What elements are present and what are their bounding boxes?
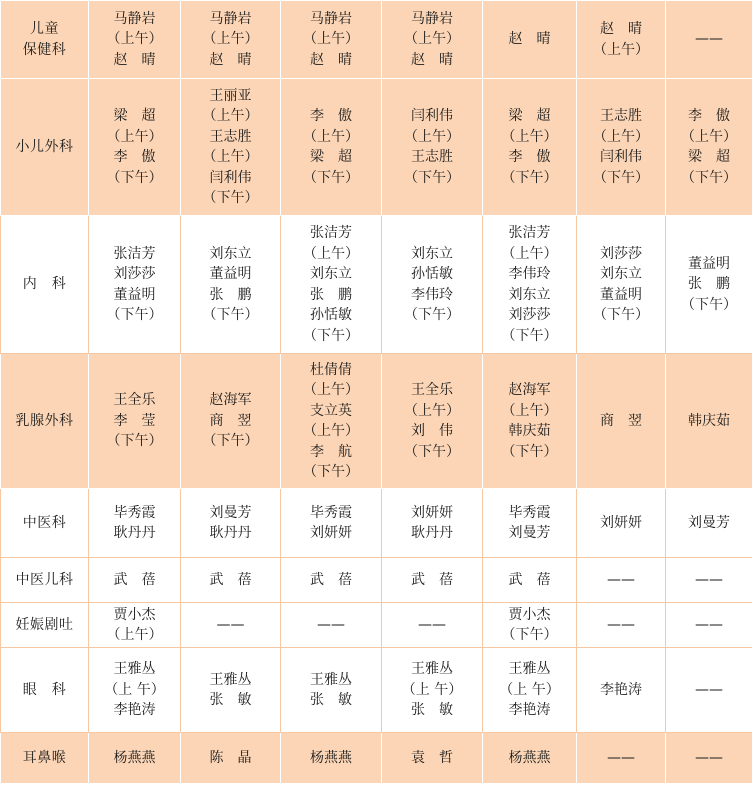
schedule-cell: 刘东立 董益明 张 鹏 （下午）	[181, 216, 281, 354]
table-row-tcm-pediatrics	[1, 558, 752, 603]
schedule-cell: 张洁芳 刘莎莎 董益明 （下午）	[89, 216, 181, 354]
schedule-cell: 赵 晴 （上午）	[577, 1, 666, 79]
schedule-cell: 李 傲 （上午） 梁 超 （下午）	[666, 79, 752, 216]
schedule-cell: 王全乐 李 莹 （下午）	[89, 354, 181, 489]
schedule-cell: 王雅丛 （上 午） 张 敏	[382, 648, 483, 733]
department-cell: 眼 科	[1, 648, 89, 733]
department-cell: 儿童 保健科	[1, 1, 89, 79]
schedule-cell: 韩庆茹	[666, 354, 752, 489]
schedule-cell: ——	[577, 733, 666, 784]
schedule-cell: ——	[181, 603, 281, 648]
schedule-cell: 赵 晴	[483, 1, 577, 79]
schedule-cell: 王雅丛 （上 午） 李艳涛	[89, 648, 181, 733]
schedule-cell: 毕秀霞 刘妍妍	[281, 489, 382, 558]
schedule-cell: 武 蓓	[181, 558, 281, 603]
schedule-cell: ——	[382, 603, 483, 648]
schedule-cell: 武 蓓	[89, 558, 181, 603]
schedule-cell: 马静岩 （上午） 赵 晴	[382, 1, 483, 79]
schedule-cell: ——	[666, 603, 752, 648]
table-row-child-health	[1, 1, 752, 79]
schedule-cell: 陈 晶	[181, 733, 281, 784]
schedule-cell: 刘莎莎 刘东立 董益明 （下午）	[577, 216, 666, 354]
schedule-cell: 贾小杰 （上午）	[89, 603, 181, 648]
schedule-cell: 刘曼芳 耿丹丹	[181, 489, 281, 558]
schedule-cell: 王雅丛 张 敏	[281, 648, 382, 733]
department-cell: 耳鼻喉	[1, 733, 89, 784]
department-cell: 内 科	[1, 216, 89, 354]
schedule-cell: 刘曼芳	[666, 489, 752, 558]
schedule-cell: ——	[281, 603, 382, 648]
table-row-breast-surgery	[1, 354, 752, 489]
schedule-cell: 李 傲 （上午） 梁 超 （下午）	[281, 79, 382, 216]
table-row-ent	[1, 733, 752, 784]
schedule-cell: 杨燕燕	[89, 733, 181, 784]
schedule-cell: 刘东立 孙恬敏 李伟玲 （下午）	[382, 216, 483, 354]
schedule-cell: 武 蓓	[382, 558, 483, 603]
table-row-hyperemesis	[1, 603, 752, 648]
schedule-cell: 张洁芳 （上午） 李伟玲 刘东立 刘莎莎 （下午）	[483, 216, 577, 354]
schedule-cell: ——	[577, 603, 666, 648]
schedule-cell: 杜倩倩 （上午） 支立英 （上午） 李 航 （下午）	[281, 354, 382, 489]
schedule-cell: ——	[666, 733, 752, 784]
department-cell: 小儿外科	[1, 79, 89, 216]
schedule-cell: 李艳涛	[577, 648, 666, 733]
table-row-internal-medicine	[1, 216, 752, 354]
schedule-cell: ——	[666, 648, 752, 733]
table-row-ophthalmology	[1, 648, 752, 733]
department-cell: 妊娠剧吐	[1, 603, 89, 648]
table-row-pediatric-surgery	[1, 79, 752, 216]
schedule-cell: 杨燕燕	[281, 733, 382, 784]
department-cell: 乳腺外科	[1, 354, 89, 489]
schedule-cell: 马静岩 （上午） 赵 晴	[281, 1, 382, 79]
schedule-cell: 闫利伟 （上午） 王志胜 （下午）	[382, 79, 483, 216]
schedule-cell: 袁 哲	[382, 733, 483, 784]
schedule-cell: 王雅丛 张 敏	[181, 648, 281, 733]
schedule-cell: 杨燕燕	[483, 733, 577, 784]
schedule-cell: 董益明 张 鹏 （下午）	[666, 216, 752, 354]
department-cell: 中医科	[1, 489, 89, 558]
schedule-cell: 王志胜 （上午） 闫利伟 （下午）	[577, 79, 666, 216]
schedule-cell: 王雅丛 （上 午） 李艳涛	[483, 648, 577, 733]
schedule-cell: 王全乐 （上午） 刘 伟 （下午）	[382, 354, 483, 489]
table-row-tcm	[1, 489, 752, 558]
schedule-cell: 张洁芳 （上午） 刘东立 张 鹏 孙恬敏 （下午）	[281, 216, 382, 354]
schedule-cell: 贾小杰 （下午）	[483, 603, 577, 648]
schedule-cell: ——	[577, 558, 666, 603]
schedule-cell: 商 翌	[577, 354, 666, 489]
schedule-cell: 刘妍妍 耿丹丹	[382, 489, 483, 558]
schedule-cell: 赵海军 商 翌 （下午）	[181, 354, 281, 489]
schedule-cell: 武 蓓	[281, 558, 382, 603]
schedule-cell: 毕秀霞 耿丹丹	[89, 489, 181, 558]
schedule-cell: 刘妍妍	[577, 489, 666, 558]
department-cell: 中医儿科	[1, 558, 89, 603]
schedule-cell: ——	[666, 1, 752, 79]
schedule-cell: ——	[666, 558, 752, 603]
schedule-cell: 王丽亚 （上午） 王志胜 （上午） 闫利伟 （下午）	[181, 79, 281, 216]
schedule-cell: 梁 超 （上午） 李 傲 （下午）	[89, 79, 181, 216]
schedule-cell: 马静岩 （上午） 赵 晴	[181, 1, 281, 79]
schedule-cell: 毕秀霞 刘曼芳	[483, 489, 577, 558]
schedule-cell: 马静岩 （上午） 赵 晴	[89, 1, 181, 79]
schedule-cell: 武 蓓	[483, 558, 577, 603]
schedule-cell: 赵海军 （上午） 韩庆茹 （下午）	[483, 354, 577, 489]
schedule-cell: 梁 超 （上午） 李 傲 （下午）	[483, 79, 577, 216]
